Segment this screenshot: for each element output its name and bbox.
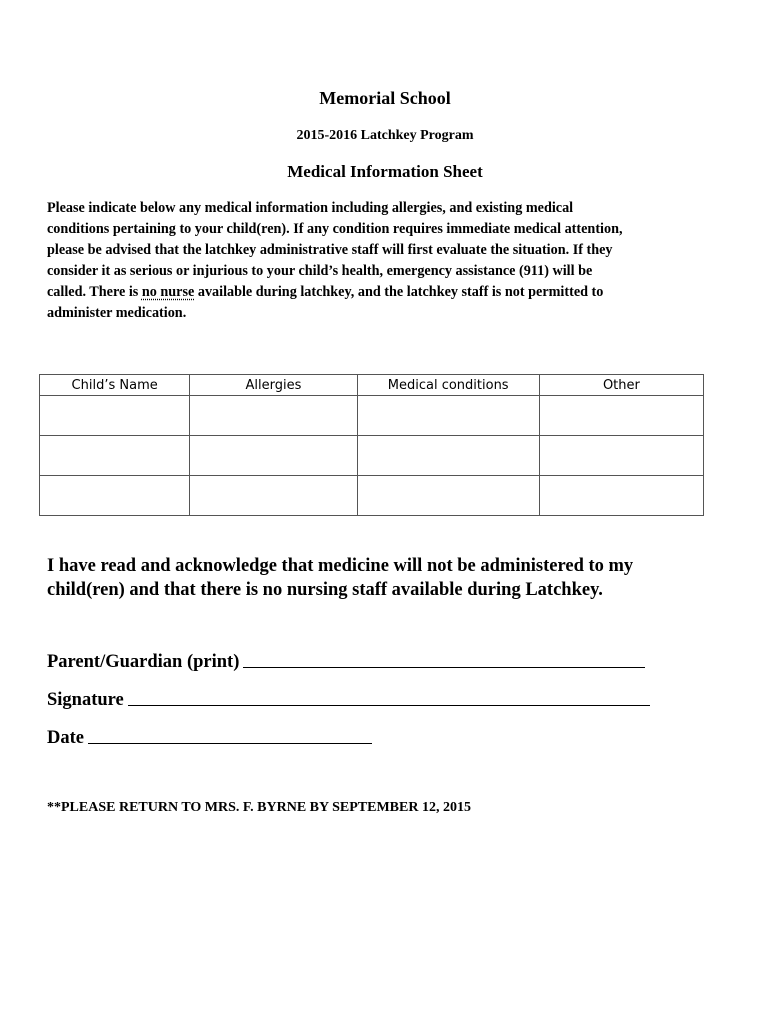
cell-other[interactable] xyxy=(539,476,703,516)
parent-guardian-field xyxy=(47,652,645,673)
intro-line xyxy=(47,282,727,303)
cell-other[interactable] xyxy=(539,436,703,476)
sheet-title: Medical Information Sheet xyxy=(287,162,483,181)
signature-input-line[interactable] xyxy=(128,704,650,706)
cell-medical-conditions[interactable] xyxy=(357,436,539,476)
intro-paragraph xyxy=(47,198,727,324)
acknowledgement-line: child(ren) and that there is no nursing staff available during Latchkey. xyxy=(47,580,603,600)
cell-allergies[interactable] xyxy=(190,396,357,436)
school-title: Memorial School xyxy=(319,88,451,108)
header-medical-conditions: Medical conditions xyxy=(357,375,539,396)
intro-line5-post: available during latchkey, and the latchkey staff is not permitted to xyxy=(194,284,604,300)
date-field xyxy=(47,728,372,749)
date-label: Date xyxy=(47,728,84,748)
cell-allergies[interactable] xyxy=(190,436,357,476)
return-instruction: **PLEASE RETURN TO MRS. F. BYRNE BY SEPTEMBER 12, 2015 xyxy=(47,800,471,815)
header-childs-name: Child’s Name xyxy=(40,375,190,396)
table-row xyxy=(40,396,704,436)
cell-medical-conditions[interactable] xyxy=(357,396,539,436)
cell-childs-name[interactable] xyxy=(40,476,190,516)
intro-line5-pre: called. There is xyxy=(47,284,142,300)
intro-line: Please indicate below any medical information including allergies, and existing medical xyxy=(47,200,574,216)
header-allergies: Allergies xyxy=(190,375,357,396)
intro-line: administer medication. xyxy=(47,305,187,321)
cell-childs-name[interactable] xyxy=(40,436,190,476)
cell-allergies[interactable] xyxy=(190,476,357,516)
header-other: Other xyxy=(539,375,703,396)
parent-guardian-label: Parent/Guardian (print) xyxy=(47,652,240,672)
cell-medical-conditions[interactable] xyxy=(357,476,539,516)
program-title: 2015-2016 Latchkey Program xyxy=(296,128,474,143)
signature-field xyxy=(47,690,650,711)
intro-line: please be advised that the latchkey administrative staff will first evaluate the situation. If they xyxy=(47,242,613,258)
cell-other[interactable] xyxy=(539,396,703,436)
intro-line: conditions pertaining to your child(ren). If any condition requires immediate medical attention, xyxy=(47,221,623,237)
acknowledgement-line: I have read and acknowledge that medicine will not be administered to my xyxy=(47,556,634,576)
table-row xyxy=(40,476,704,516)
medical-info-table xyxy=(39,374,704,516)
acknowledgement-statement xyxy=(47,554,737,602)
signature-label: Signature xyxy=(47,690,124,710)
table-row xyxy=(40,436,704,476)
parent-guardian-input-line[interactable] xyxy=(243,666,645,668)
intro-line: consider it as serious or injurious to your child’s health, emergency assistance (911) will be xyxy=(47,263,593,279)
date-input-line[interactable] xyxy=(88,742,372,744)
cell-childs-name[interactable] xyxy=(40,396,190,436)
table-header-row xyxy=(40,375,704,396)
no-nurse-emphasis: no nurse xyxy=(141,284,195,300)
